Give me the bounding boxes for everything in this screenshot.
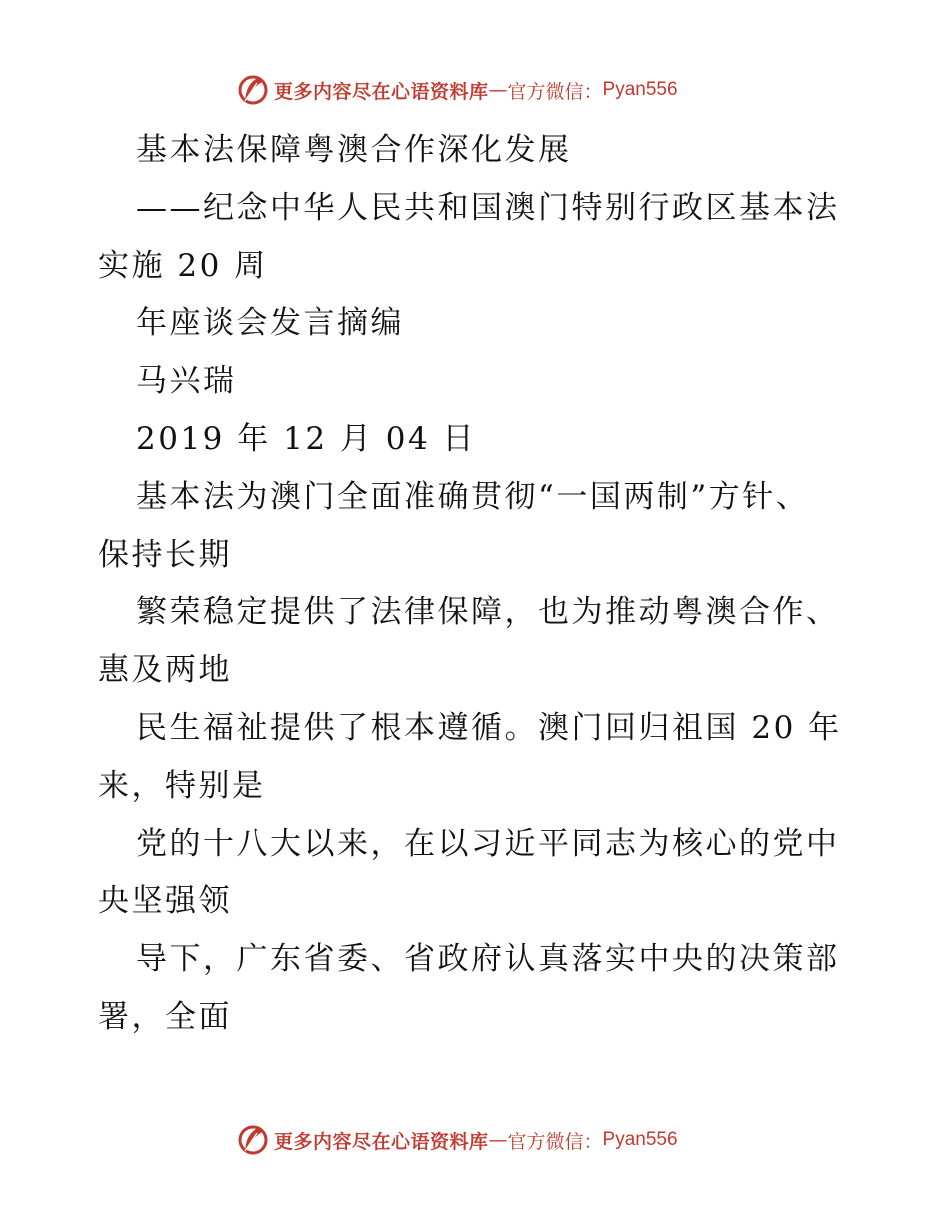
body-line: 惠及两地 <box>98 652 232 689</box>
document-body <box>98 122 856 1047</box>
footer-banner <box>236 1122 678 1158</box>
body-line: 繁荣稳定提供了法律保障，也为推动粤澳合作、 <box>136 594 840 631</box>
document-title: 基本法保障粤澳合作深化发展 <box>136 132 572 168</box>
body-line: 党的十八大以来，在以习近平同志为核心的党中 <box>136 825 840 862</box>
banner-title: 更多内容尽在心语资料库 <box>274 80 489 103</box>
feather-logo-icon <box>236 1123 270 1157</box>
body-line: 基本法为澳门全面准确贯彻“一国两制”方针、 <box>136 478 810 515</box>
body-line: 保持长期 <box>98 536 232 573</box>
document-subtitle-continued: 实施 20 周 <box>98 247 268 284</box>
document-author: 马兴瑞 <box>136 363 237 400</box>
body-line: 导下，广东省委、省政府认真落实中央的决策部 <box>136 941 840 978</box>
body-line: 署，全面 <box>98 998 232 1035</box>
banner-title: 更多内容尽在心语资料库 <box>274 1130 489 1153</box>
banner-separator: — <box>488 1129 508 1151</box>
banner-separator: — <box>488 79 508 101</box>
body-line: 来，特别是 <box>98 767 266 804</box>
banner-wechat-id: Pyan556 <box>602 79 678 100</box>
body-line: 央坚强领 <box>98 883 232 920</box>
header-banner <box>236 72 678 108</box>
banner-wechat-label: 官方微信： <box>507 1130 603 1153</box>
document-date: 2019 年 12 月 04 日 <box>136 420 477 457</box>
document-subtitle-continued: 年座谈会发言摘编 <box>136 305 404 342</box>
banner-wechat-label: 官方微信： <box>507 80 603 103</box>
banner-wechat-id: Pyan556 <box>602 1129 678 1150</box>
feather-logo-icon <box>236 73 270 107</box>
document-subtitle: ——纪念中华人民共和国澳门特别行政区基本法 <box>136 189 840 226</box>
body-line: 民生福祉提供了根本遵循。澳门回归祖国 20 年 <box>136 709 842 746</box>
